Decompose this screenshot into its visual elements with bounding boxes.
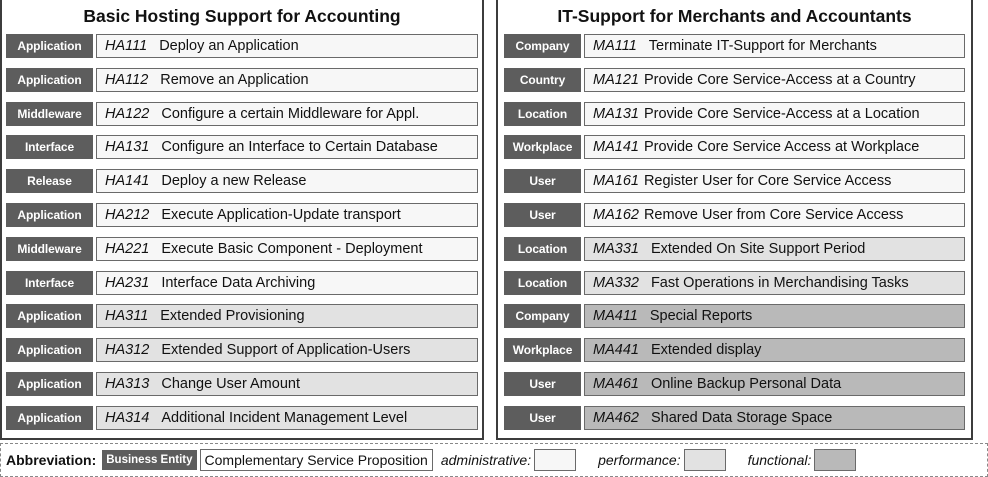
legend-performance-label: performance:	[598, 452, 681, 468]
service-proposition	[584, 304, 965, 328]
service-code: MA162	[593, 207, 639, 223]
service-description: Execute Application-Update transport	[161, 207, 401, 223]
service-row	[6, 304, 478, 328]
it-support-panel	[496, 0, 973, 440]
service-proposition	[584, 237, 965, 261]
service-description: Extended On Site Support Period	[650, 240, 866, 257]
service-row	[504, 102, 965, 126]
business-entity-label: User	[504, 406, 581, 430]
service-code: HA131	[105, 139, 150, 156]
service-row	[6, 338, 478, 362]
service-proposition	[584, 34, 965, 58]
business-entity-label: Company	[504, 304, 581, 328]
legend-label: Abbreviation:	[6, 452, 97, 468]
service-proposition	[584, 102, 965, 126]
service-code: HA314	[105, 409, 150, 426]
service-description: Change User Amount	[161, 376, 300, 392]
service-code: HA141	[105, 173, 150, 190]
service-code: MA141	[593, 139, 639, 156]
business-entity-label: Country	[504, 68, 581, 92]
service-proposition	[96, 34, 478, 58]
service-code: HA112	[105, 71, 149, 88]
legend-business-entity: Business Entity	[102, 450, 196, 470]
service-proposition	[96, 406, 478, 430]
service-row	[6, 203, 478, 227]
legend-functional-label: functional:	[747, 452, 812, 468]
service-row	[6, 135, 478, 159]
service-proposition	[584, 372, 965, 396]
service-proposition	[96, 102, 478, 126]
service-description: Execute Basic Component - Deployment	[161, 240, 423, 257]
service-code: MA461	[593, 376, 639, 392]
service-proposition	[96, 271, 478, 295]
service-proposition	[96, 203, 478, 227]
service-proposition	[584, 203, 965, 227]
service-code: MA332	[593, 274, 639, 291]
service-description: Special Reports	[649, 308, 753, 325]
business-entity-label: User	[504, 203, 581, 227]
service-code: HA212	[105, 207, 150, 223]
legend-administrative-label: administrative:	[440, 452, 532, 468]
service-proposition	[96, 135, 478, 159]
business-entity-label: Middleware	[6, 237, 93, 261]
service-code: MA331	[593, 240, 639, 257]
service-proposition	[584, 68, 965, 92]
service-row	[504, 68, 965, 92]
service-proposition	[96, 169, 478, 193]
abbreviation-legend	[0, 443, 988, 477]
service-row	[504, 237, 965, 261]
legend-functional-swatch	[814, 449, 856, 471]
business-entity-label: Location	[504, 271, 581, 295]
service-description: Additional Incident Management Level	[161, 409, 408, 426]
service-row	[6, 237, 478, 261]
service-description: Register User for Core Service Access	[643, 173, 892, 190]
panel-title: Basic Hosting Support for Accounting	[83, 6, 401, 26]
service-proposition	[584, 271, 965, 295]
service-row	[504, 304, 965, 328]
service-code: HA312	[105, 342, 150, 359]
business-entity-label: User	[504, 372, 581, 396]
service-description: Online Backup Personal Data	[650, 376, 842, 392]
service-row	[6, 68, 478, 92]
service-description: Provide Core Service-Access at a Country	[643, 71, 916, 88]
service-description: Remove User from Core Service Access	[643, 207, 904, 223]
service-row	[6, 372, 478, 396]
service-row	[504, 135, 965, 159]
business-entity-label: Company	[504, 34, 581, 58]
service-row	[504, 338, 965, 362]
business-entity-label: User	[504, 169, 581, 193]
service-description: Terminate IT-Support for Merchants	[648, 38, 877, 54]
service-description: Provide Core Service-Access at a Location	[643, 105, 920, 122]
service-code: MA462	[593, 409, 639, 426]
business-entity-label: Interface	[6, 271, 93, 295]
service-proposition	[584, 338, 965, 362]
service-proposition	[96, 237, 478, 261]
service-description: Fast Operations in Merchandising Tasks	[650, 274, 909, 291]
service-row	[6, 169, 478, 193]
service-description: Provide Core Service Access at Workplace	[643, 139, 920, 156]
business-entity-label: Workplace	[504, 135, 581, 159]
legend-administrative-swatch	[534, 449, 576, 471]
service-description: Configure an Interface to Certain Database	[161, 139, 438, 156]
business-entity-label: Location	[504, 237, 581, 261]
business-entity-label: Middleware	[6, 102, 93, 126]
service-description: Extended Support of Application-Users	[161, 342, 411, 359]
service-code: HA311	[105, 308, 149, 325]
business-entity-label: Release	[6, 169, 93, 193]
business-entity-label: Workplace	[504, 338, 581, 362]
service-code: HA221	[105, 240, 150, 257]
service-code: MA161	[593, 173, 639, 190]
legend-performance-swatch	[684, 449, 726, 471]
service-code: HA111	[105, 38, 148, 54]
legend-complementary-service: Complementary Service Proposition	[200, 449, 433, 471]
service-code: MA121	[593, 71, 639, 88]
service-description: Extended display	[650, 342, 762, 359]
business-entity-label: Application	[6, 304, 93, 328]
service-code: HA313	[105, 376, 150, 392]
service-proposition	[584, 406, 965, 430]
business-entity-label: Application	[6, 372, 93, 396]
business-entity-label: Application	[6, 338, 93, 362]
service-code: MA111	[593, 38, 637, 54]
panel-title: IT-Support for Merchants and Accountants	[557, 6, 912, 26]
service-row	[504, 406, 965, 430]
service-code: HA122	[105, 105, 150, 122]
business-entity-label: Application	[6, 203, 93, 227]
business-entity-label: Location	[504, 102, 581, 126]
service-code: HA231	[105, 274, 150, 291]
hosting-support-panel	[0, 0, 484, 440]
service-row	[6, 102, 478, 126]
service-code: MA441	[593, 342, 639, 359]
service-row	[504, 203, 965, 227]
service-row	[6, 406, 478, 430]
service-code: MA131	[593, 105, 639, 122]
business-entity-label: Application	[6, 34, 93, 58]
business-entity-label: Interface	[6, 135, 93, 159]
service-code: MA411	[593, 308, 638, 325]
service-proposition	[584, 135, 965, 159]
service-row	[6, 34, 478, 58]
service-description: Deploy a new Release	[161, 173, 307, 190]
service-row	[504, 372, 965, 396]
service-proposition	[96, 304, 478, 328]
business-entity-label: Application	[6, 68, 93, 92]
service-proposition	[584, 169, 965, 193]
service-row	[504, 271, 965, 295]
service-row	[504, 34, 965, 58]
service-description: Extended Provisioning	[160, 308, 305, 325]
service-description: Deploy an Application	[159, 38, 299, 54]
service-proposition	[96, 372, 478, 396]
service-proposition	[96, 68, 478, 92]
service-row	[504, 169, 965, 193]
service-description: Configure a certain Middleware for Appl.	[161, 105, 420, 122]
service-proposition	[96, 338, 478, 362]
service-description: Remove an Application	[160, 71, 309, 88]
service-row	[6, 271, 478, 295]
service-description: Shared Data Storage Space	[650, 409, 833, 426]
service-description: Interface Data Archiving	[161, 274, 316, 291]
business-entity-label: Application	[6, 406, 93, 430]
